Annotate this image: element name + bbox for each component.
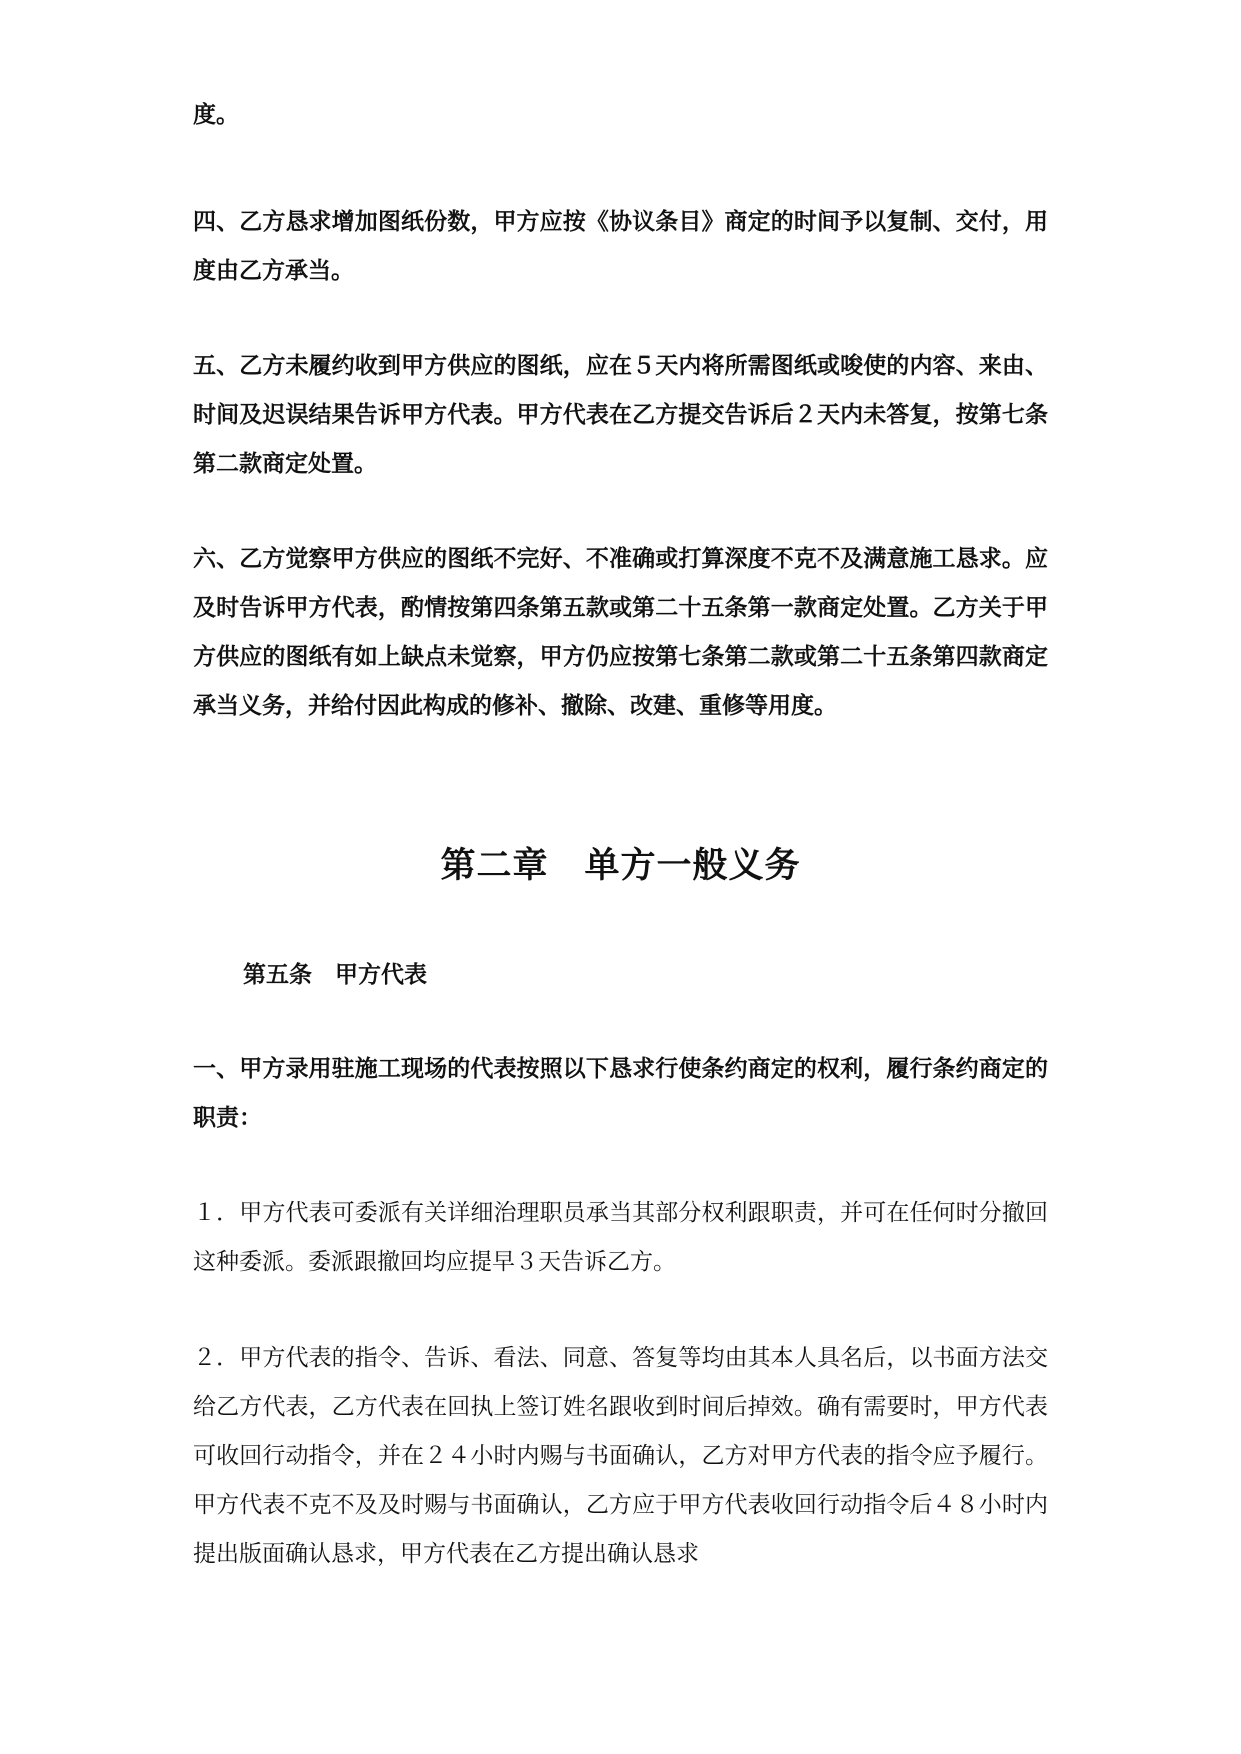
paragraph-continued: 度。: [193, 101, 239, 128]
chapter-title: 第二章 单方一般义务: [440, 845, 801, 886]
article-title: 第五条 甲方代表: [243, 961, 427, 988]
paragraph-clause-6: 六、乙方觉察甲方供应的图纸不完好、不准确或打算深度不克不及满意施工恳求。应及时告诉甲方代表，酌情按第四条第五款或第二十五条第一款商定处置。乙方关于甲方供应的图纸有如上缺点未觉察，甲方仍应按第七条第二款或第二十五条第四款商定承当义务，并给付因此构成的修补、撤除、改建、重修等用度。: [193, 545, 1048, 719]
paragraph-clause-4: 四、乙方恳求增加图纸份数，甲方应按《协议条目》商定的时间予以复制、交付，用度由乙方承当。: [193, 208, 1048, 284]
paragraph-clause-5: 五、乙方未履约收到甲方供应的图纸，应在５天内将所需图纸或唆使的内容、来由、时间及迟误结果告诉甲方代表。甲方代表在乙方提交告诉后２天内未答复，按第七条第二款商定处置。: [193, 352, 1048, 477]
paragraph-item-1: １．甲方代表可委派有关详细治理职员承当其部分权利跟职责，并可在任何时分撤回这种委派。委派跟撤回均应提早３天告诉乙方。: [193, 1200, 1048, 1275]
paragraph-clause-1: 一、甲方录用驻施工现场的代表按照以下恳求行使条约商定的权利，履行条约商定的职责：: [193, 1055, 1048, 1131]
paragraph-item-2: ２．甲方代表的指令、告诉、看法、同意、答复等均由其本人具名后，以书面方法交给乙方代表，乙方代表在回执上签订姓名跟收到时间后掉效。确有需要时，甲方代表可收回行动指令，并在２４小时内赐与书面确认，乙方对甲方代表的指令应予履行。甲方代表不克不及及时赐与书面确认，乙方应于甲方代表收回行动指令后４８小时内提出版面确认恳求，甲方代表在乙方提出确认恳求: [193, 1345, 1048, 1567]
